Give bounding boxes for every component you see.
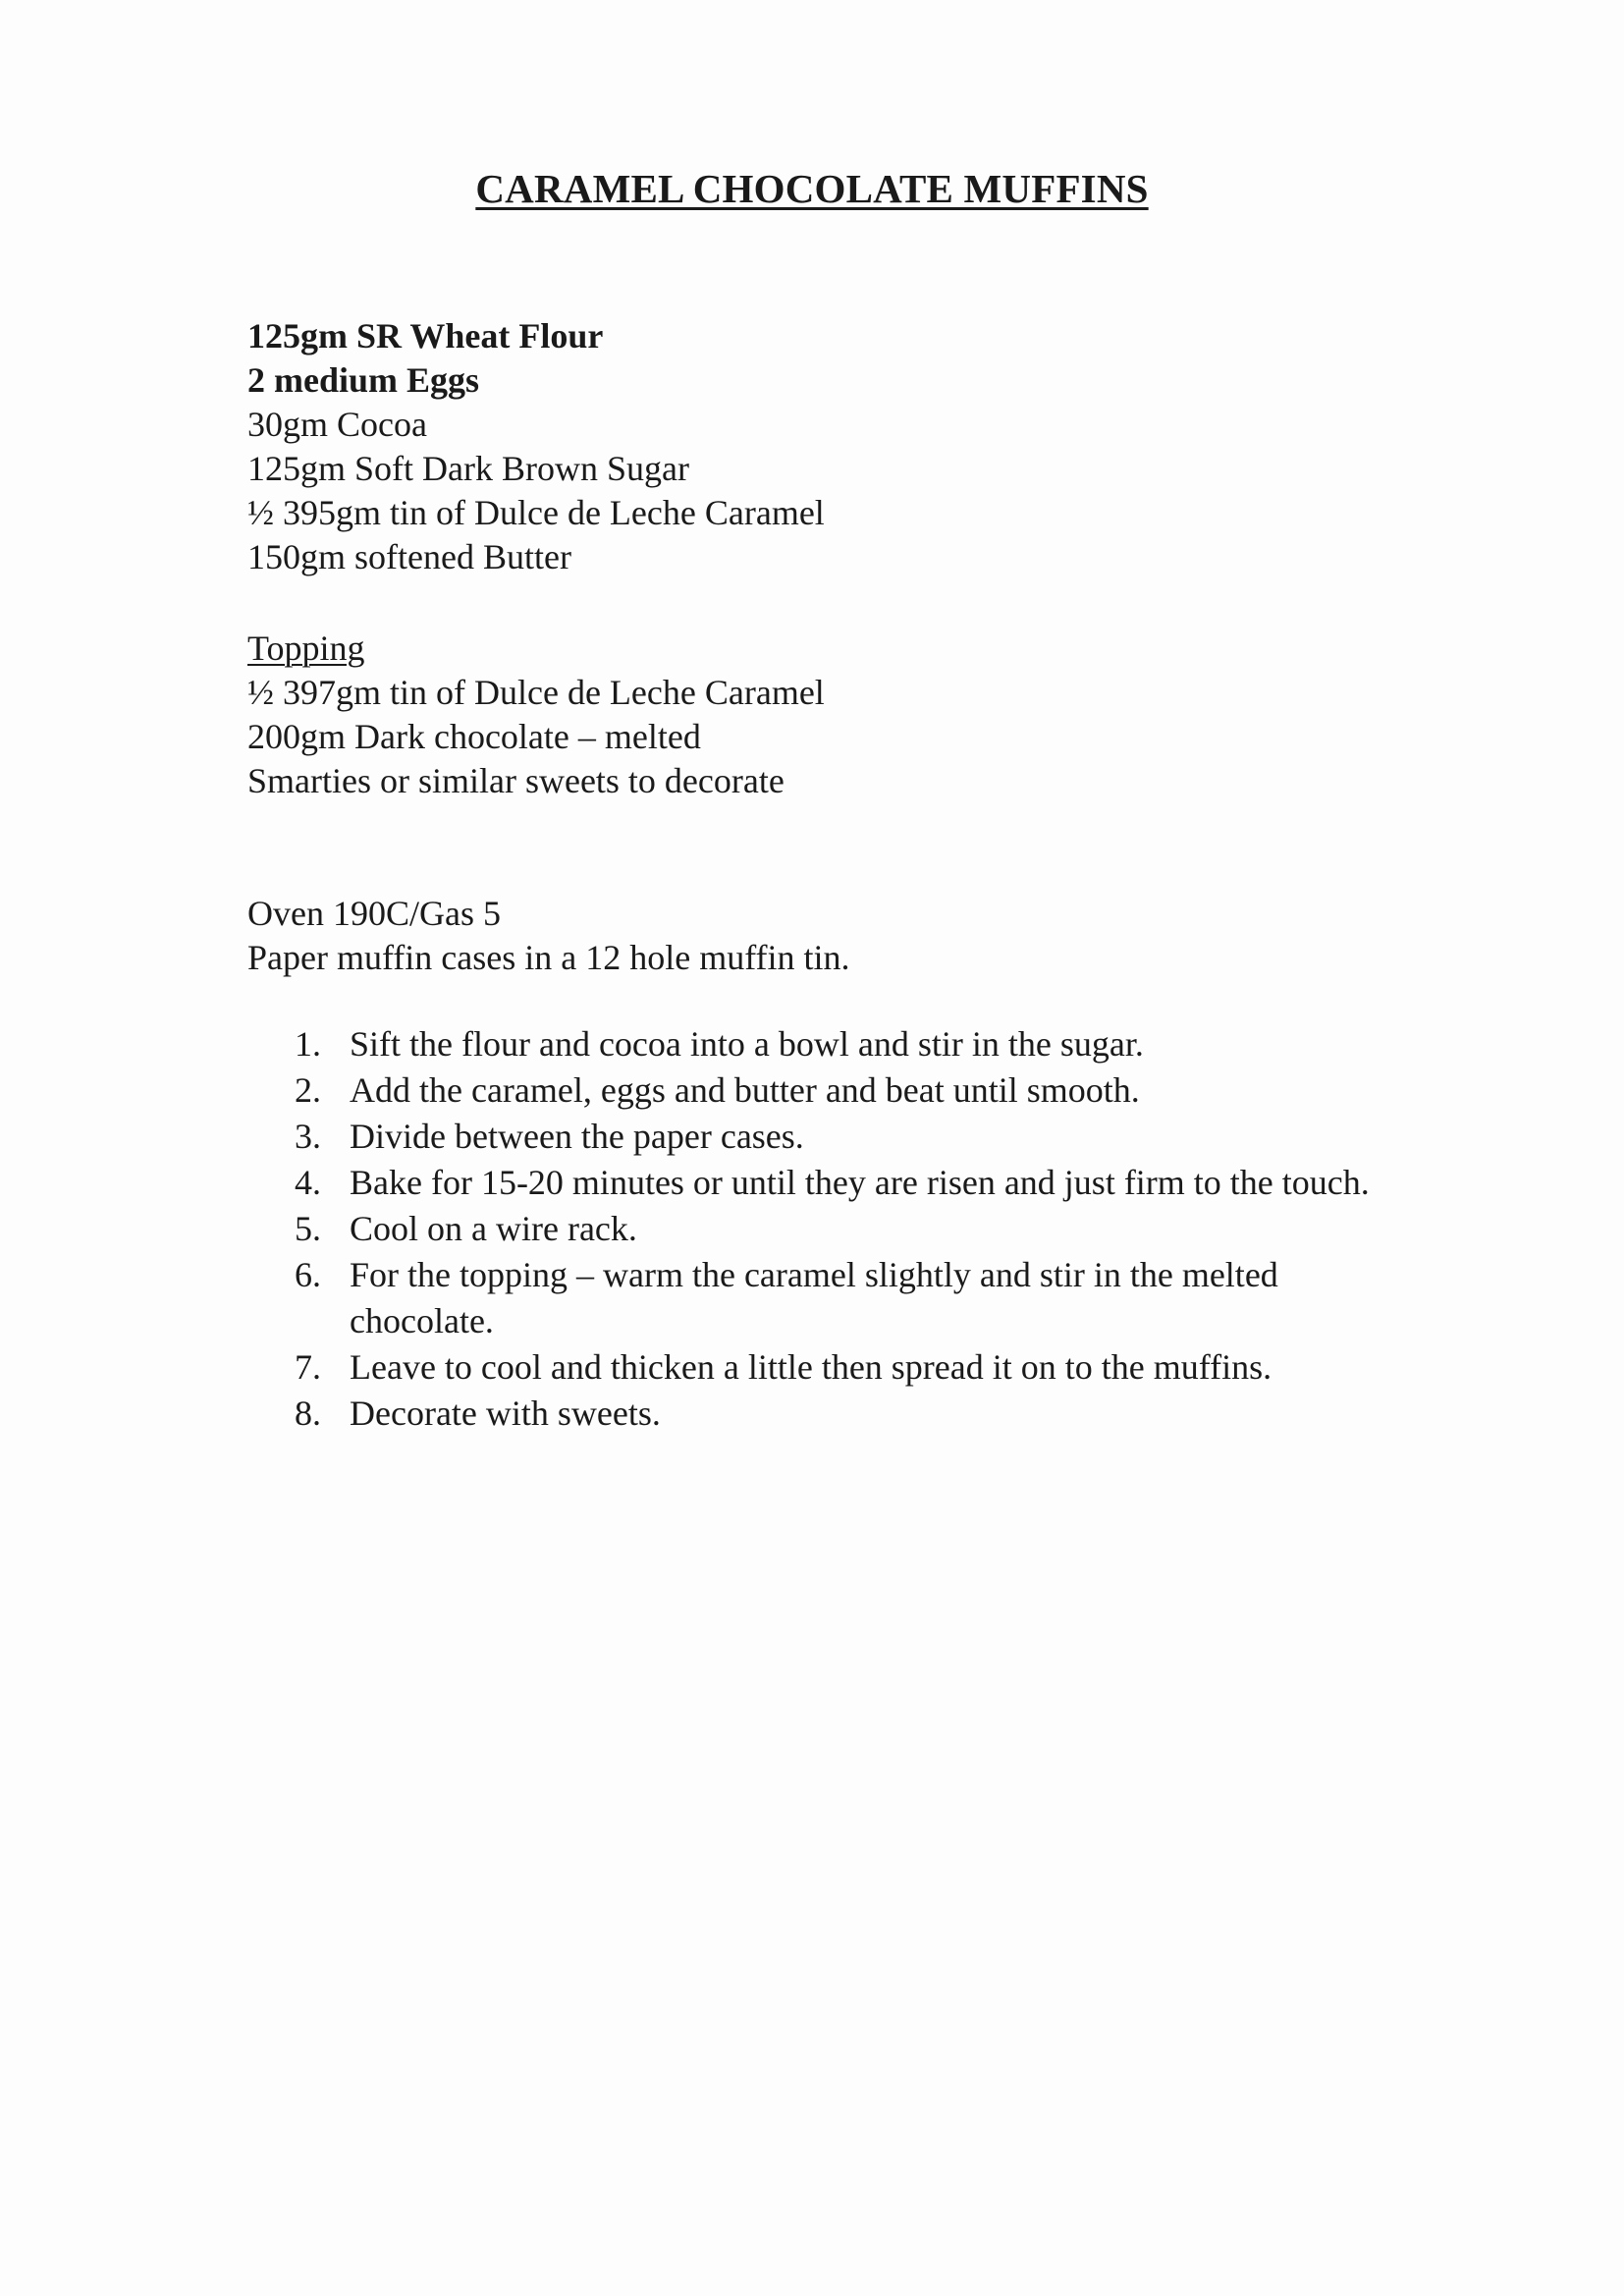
step-number: 1. <box>295 1024 321 1064</box>
oven-instructions <box>247 892 850 980</box>
step-number: 2. <box>295 1070 321 1110</box>
ingredient-item: 30gm Cocoa <box>247 405 427 444</box>
step-number: 4. <box>295 1163 321 1202</box>
method-step <box>295 1391 1414 1437</box>
ingredient-item: 125gm Soft Dark Brown Sugar <box>247 449 689 488</box>
recipe-title: CARAMEL CHOCOLATE MUFFINS <box>475 166 1149 211</box>
step-number: 5. <box>295 1209 321 1248</box>
step-text: Cool on a wire rack. <box>350 1209 637 1248</box>
topping-item: Smarties or similar sweets to decorate <box>247 761 785 800</box>
step-text: For the topping – warm the caramel slightly and stir in the melted chocolate. <box>350 1255 1278 1340</box>
method-step <box>295 1067 1414 1114</box>
step-text: Add the caramel, eggs and butter and beat until smooth. <box>350 1070 1140 1110</box>
topping-section <box>247 627 825 803</box>
step-number: 8. <box>295 1394 321 1433</box>
ingredient-item: 125gm SR Wheat Flour <box>247 316 604 355</box>
method-step <box>295 1344 1414 1391</box>
method-steps <box>295 1021 1414 1437</box>
step-text: Divide between the paper cases. <box>350 1117 804 1156</box>
step-text: Sift the flour and cocoa into a bowl and stir in the sugar. <box>350 1024 1144 1064</box>
method-step <box>295 1206 1414 1252</box>
ingredient-item: 150gm softened Butter <box>247 537 571 576</box>
step-text: Leave to cool and thicken a little then spread it on to the muffins. <box>350 1347 1272 1387</box>
method-step <box>295 1021 1414 1067</box>
topping-item: ½ 397gm tin of Dulce de Leche Caramel <box>247 673 825 712</box>
muffin-tin-note: Paper muffin cases in a 12 hole muffin tin. <box>247 938 850 977</box>
step-number: 6. <box>295 1255 321 1294</box>
step-text: Decorate with sweets. <box>350 1394 661 1433</box>
ingredient-item: 2 medium Eggs <box>247 360 480 400</box>
ingredient-item: ½ 395gm tin of Dulce de Leche Caramel <box>247 493 825 532</box>
topping-heading: Topping <box>247 629 365 668</box>
step-number: 3. <box>295 1117 321 1156</box>
method-step <box>295 1160 1414 1206</box>
method-step <box>295 1114 1414 1160</box>
topping-item: 200gm Dark chocolate – melted <box>247 717 701 756</box>
step-text: Bake for 15-20 minutes or until they are risen and just firm to the touch. <box>350 1163 1370 1202</box>
ingredients-list <box>247 314 825 579</box>
method-step <box>295 1252 1414 1344</box>
oven-temperature: Oven 190C/Gas 5 <box>247 894 501 933</box>
step-number: 7. <box>295 1347 321 1387</box>
